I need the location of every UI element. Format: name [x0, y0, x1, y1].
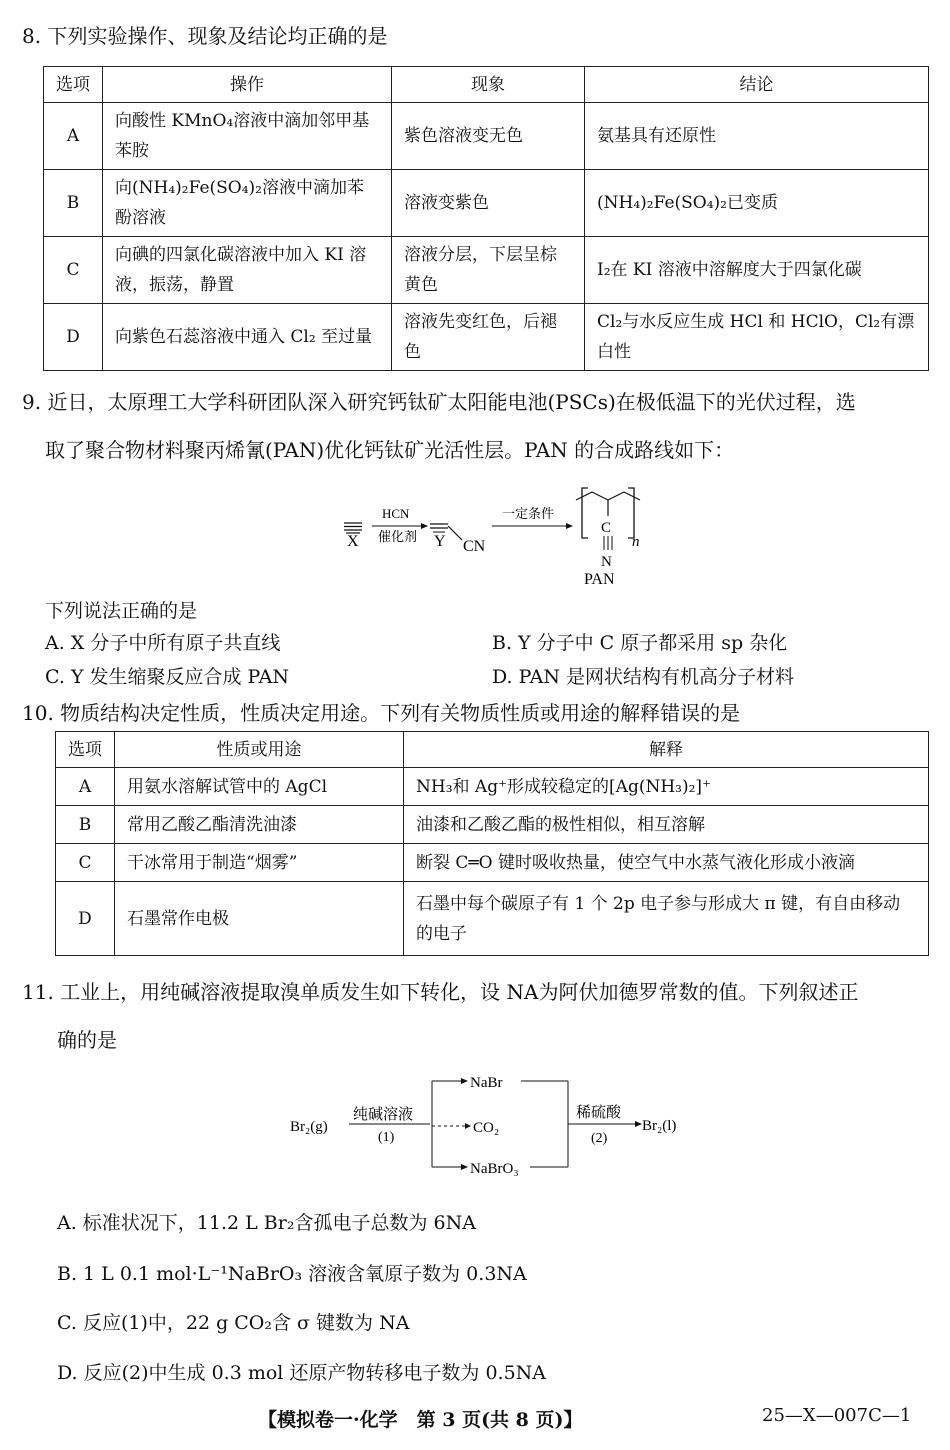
- q11-option-c: C. 反应(1)中，22 g CO₂含 σ 键数为 NA: [57, 1312, 410, 1334]
- q8-table: [43, 66, 929, 371]
- q8-row-b-conclusion: (NH₄)₂Fe(SO₄)₂已变质: [585, 170, 929, 237]
- label-pan: PAN: [584, 571, 615, 588]
- q9-option-a: A. X 分子中所有原子共直线: [45, 632, 281, 654]
- q11-line1: 11. 工业上，用纯碱溶液提取溴单质发生如下转化，设 NA为阿伏加德罗常数的值。下列叙述正: [22, 980, 859, 1004]
- arrow-2-head: [566, 523, 573, 529]
- table-row: [56, 882, 929, 956]
- q8-row-d-operation: 向紫色石蕊溶液中通入 Cl₂ 至过量: [103, 304, 392, 371]
- q10-row-b-explanation: 油漆和乙酸乙酯的极性相似，相互溶解: [404, 806, 929, 844]
- q8-row-a-conclusion: 氨基具有还原性: [585, 103, 929, 170]
- q8-row-d-phenomenon: 溶液先变红色，后褪色: [392, 304, 585, 371]
- step-1-label: (1): [378, 1130, 395, 1145]
- q8-header-phenomenon: 现象: [392, 67, 585, 103]
- q10-row-c-option: C: [56, 844, 115, 882]
- q8-row-c-operation: 向碘的四氯化碳溶液中加入 KI 溶液，振荡，静置: [103, 237, 392, 304]
- table-row: [44, 237, 929, 304]
- label-cn: CN: [463, 538, 486, 555]
- q9-option-d: D. PAN 是网状结构有机高分子材料: [492, 666, 795, 688]
- q9-line1: 9. 近日，太原理工大学科研团队深入研究钙钛矿太阳能电池(PSCs)在极低温下的光伏过程，选: [22, 390, 856, 414]
- q9-prompt: 下列说法正确的是: [45, 600, 198, 622]
- q8-title: 8. 下列实验操作、现象及结论均正确的是: [22, 24, 388, 48]
- table-row: [44, 103, 929, 170]
- q8-row-a-option: A: [44, 103, 103, 170]
- q10-row-a-use: 用氨水溶解试管中的 AgCl: [115, 768, 404, 806]
- q8-row-b-option: B: [44, 170, 103, 237]
- q8-row-c-option: C: [44, 237, 103, 304]
- exam-code: 25—X—007C—1: [762, 1405, 912, 1426]
- q10-header-use: 性质或用途: [115, 732, 404, 768]
- label-n: N: [601, 554, 612, 570]
- q8-header-operation: 操作: [103, 67, 392, 103]
- table-row: [56, 768, 929, 806]
- q11-option-a: A. 标准状况下，11.2 L Br₂含孤电子总数为 6NA: [57, 1212, 476, 1234]
- triple-bond-cn: [604, 536, 612, 550]
- q8-row-d-option: D: [44, 304, 103, 371]
- label-br2-liquid: Br₂(l): [642, 1118, 677, 1134]
- q9-option-b: B. Y 分子中 C 原子都采用 sp 杂化: [492, 632, 788, 654]
- table-row: [56, 844, 929, 882]
- q9-option-c: C. Y 发生缩聚反应合成 PAN: [45, 666, 289, 688]
- triple-bond-x: [344, 523, 362, 533]
- q11-option-b: B. 1 L 0.1 mol·L⁻¹NaBrO₃ 溶液含氧原子数为 0.3NA: [57, 1263, 527, 1285]
- label-y: Y: [434, 533, 446, 550]
- q8-header-option: 选项: [44, 67, 103, 103]
- polymer-chain: [576, 492, 640, 500]
- q10-row-a-explanation: NH₃和 Ag⁺形成较稳定的[Ag(NH₃)₂]⁺: [404, 768, 929, 806]
- q10-row-a-option: A: [56, 768, 115, 806]
- q10-row-d-option: D: [56, 882, 115, 956]
- q10-table: [55, 731, 929, 956]
- q10-title: 10. 物质结构决定性质，性质决定用途。下列有关物质性质或用途的解释错误的是: [22, 701, 741, 725]
- reagent-hcn: HCN: [382, 506, 410, 521]
- q10-row-b-option: B: [56, 806, 115, 844]
- label-c: C: [601, 520, 612, 536]
- q8-row-c-conclusion: I₂在 KI 溶液中溶解度大于四氯化碳: [585, 237, 929, 304]
- table-row: [44, 170, 929, 237]
- page-footer: 【模拟卷一·化学 第 3 页(共 8 页)】: [258, 1409, 583, 1431]
- q10-header-option: 选项: [56, 732, 115, 768]
- q8-row-a-phenomenon: 紫色溶液变无色: [392, 103, 585, 170]
- q8-row-d-conclusion: Cl₂与水反应生成 HCl 和 HClO，Cl₂有漂白性: [585, 304, 929, 371]
- step-2-label: (2): [591, 1131, 608, 1146]
- q8-row-c-phenomenon: 溶液分层，下层呈棕黄色: [392, 237, 585, 304]
- table-row: [44, 304, 929, 371]
- q10-row-d-explanation: 石墨中每个碳原子有 1 个 2p 电子参与形成大 π 键，有自由移动的电子: [404, 882, 929, 956]
- bromine-extraction-scheme: [285, 1068, 705, 1180]
- q10-header-explanation: 解释: [404, 732, 929, 768]
- q8-row-b-phenomenon: 溶液变紫色: [392, 170, 585, 237]
- q10-row-d-use: 石墨常作电极: [115, 882, 404, 956]
- pan-synthesis-scheme: [330, 478, 670, 593]
- q10-row-c-explanation: 断裂 C═O 键时吸收热量，使空气中水蒸气液化形成小液滴: [404, 844, 929, 882]
- product-nabr: NaBr: [470, 1075, 503, 1091]
- reagent-soda-solution: 纯碱溶液: [353, 1105, 414, 1123]
- reagent-dilute-sulfuric: 稀硫酸: [576, 1103, 622, 1121]
- label-br2-gas: Br₂(g): [290, 1119, 328, 1135]
- q11-option-d: D. 反应(2)中生成 0.3 mol 还原产物转移电子数为 0.5NA: [57, 1362, 547, 1384]
- q8-header-conclusion: 结论: [585, 67, 929, 103]
- product-co2: CO₂: [473, 1120, 500, 1136]
- q8-row-a-operation: 向酸性 KMnO₄溶液中滴加邻甲基苯胺: [103, 103, 392, 170]
- product-nabro3: NaBrO₃: [470, 1161, 519, 1177]
- q10-row-c-use: 干冰常用于制造“烟雾”: [115, 844, 404, 882]
- q10-row-b-use: 常用乙酸乙酯清洗油漆: [115, 806, 404, 844]
- condition-certain: 一定条件: [502, 507, 555, 522]
- condition-catalyst: 催化剂: [378, 530, 418, 545]
- q11-line2: 确的是: [57, 1028, 117, 1052]
- q9-line2: 取了聚合物材料聚丙烯氰(PAN)优化钙钛矿光活性层。PAN 的合成路线如下：: [45, 438, 735, 462]
- label-x: X: [347, 533, 359, 550]
- q8-row-b-operation: 向(NH₄)₂Fe(SO₄)₂溶液中滴加苯酚溶液: [103, 170, 392, 237]
- arrow-1-head: [421, 523, 428, 529]
- subscript-n: n: [632, 534, 640, 550]
- table-row: [56, 806, 929, 844]
